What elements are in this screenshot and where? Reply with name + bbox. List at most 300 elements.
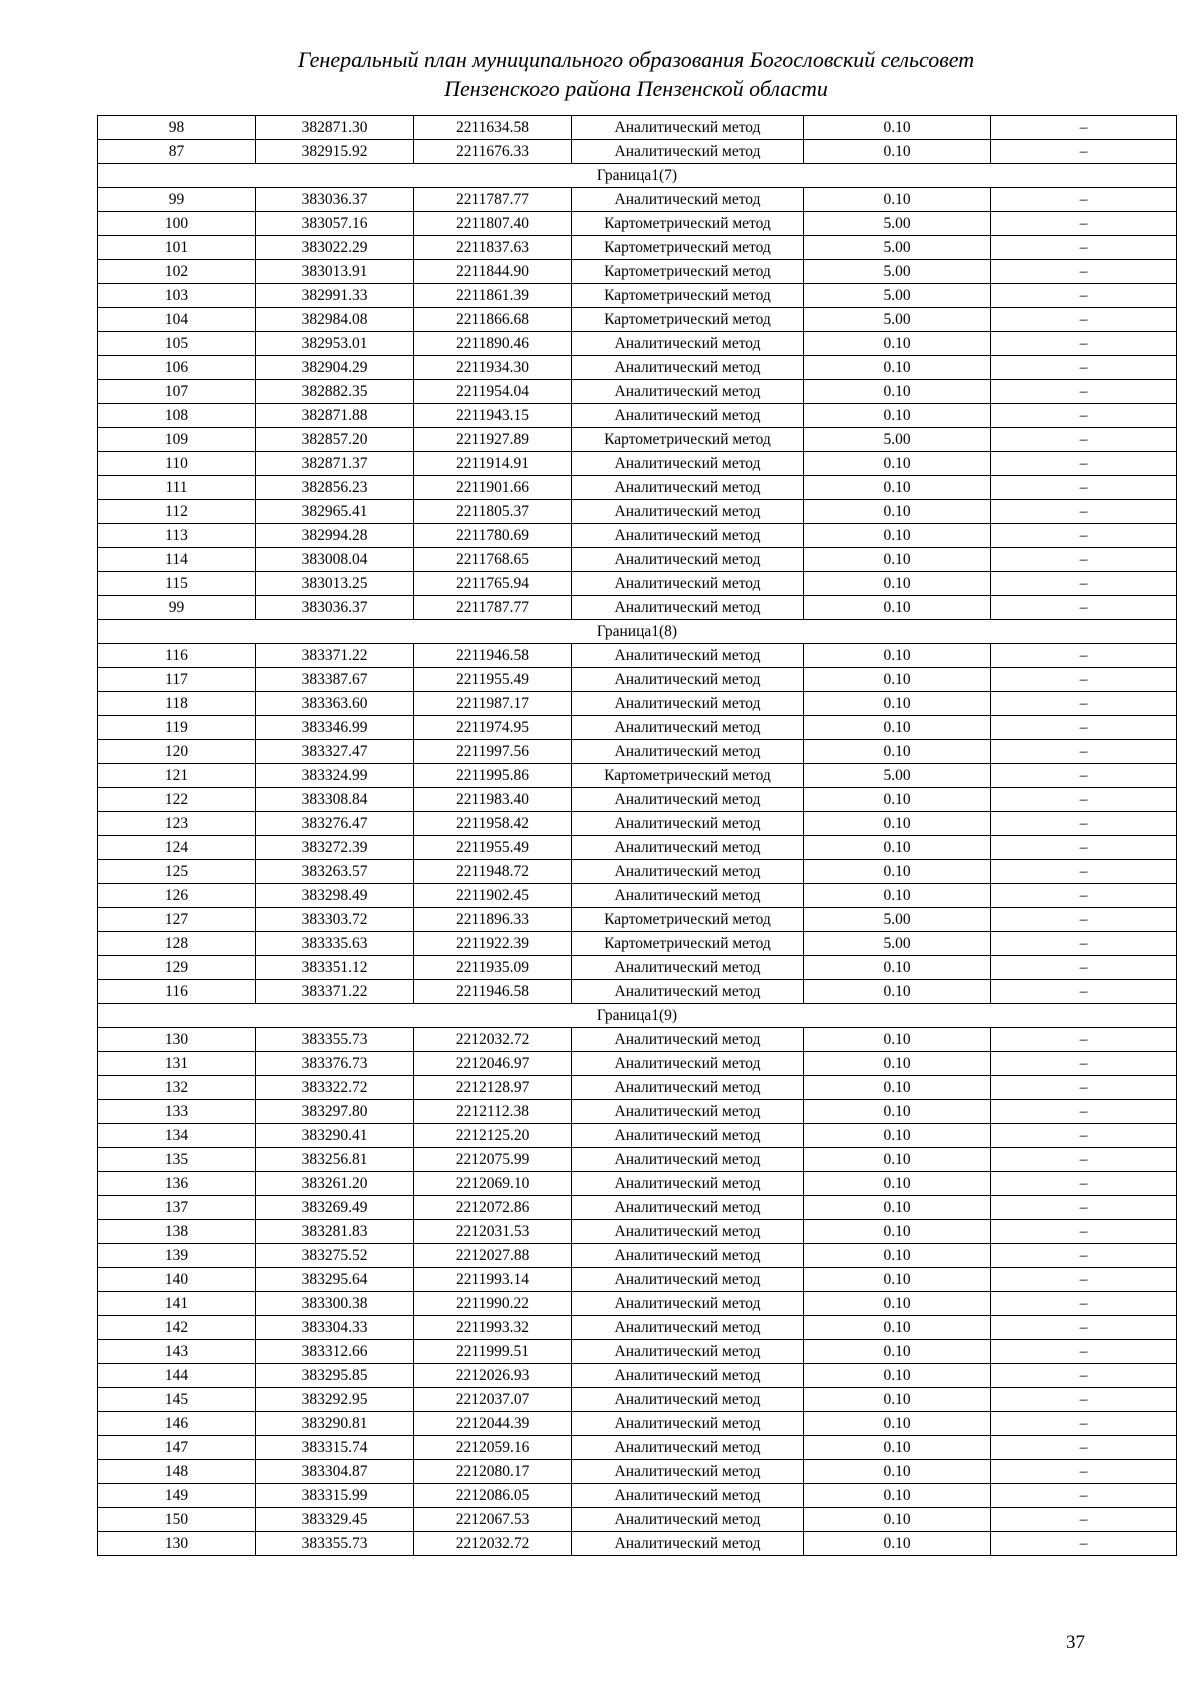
note-cell: – — [991, 668, 1177, 692]
point-number-cell: 103 — [98, 284, 256, 308]
table-row — [98, 1220, 1177, 1244]
method-cell: Аналитический метод — [572, 1340, 804, 1364]
table-row — [98, 212, 1177, 236]
accuracy-cell: 0.10 — [804, 572, 991, 596]
note-cell: – — [991, 1484, 1177, 1508]
y-coordinate-cell: 2211780.69 — [414, 524, 572, 548]
accuracy-cell: 0.10 — [804, 956, 991, 980]
table-row — [98, 644, 1177, 668]
point-number-cell: 102 — [98, 260, 256, 284]
method-cell: Аналитический метод — [572, 452, 804, 476]
table-row — [98, 260, 1177, 284]
accuracy-cell: 5.00 — [804, 260, 991, 284]
table-row — [98, 1316, 1177, 1340]
y-coordinate-cell: 2211955.49 — [414, 836, 572, 860]
table-row — [98, 740, 1177, 764]
table-row — [98, 1124, 1177, 1148]
note-cell: – — [991, 1196, 1177, 1220]
point-number-cell: 87 — [98, 140, 256, 164]
table-row — [98, 500, 1177, 524]
method-cell: Аналитический метод — [572, 836, 804, 860]
table-row — [98, 1172, 1177, 1196]
table-row — [98, 1292, 1177, 1316]
y-coordinate-cell: 2212046.97 — [414, 1052, 572, 1076]
table-row — [98, 452, 1177, 476]
table-row — [98, 1340, 1177, 1364]
y-coordinate-cell: 2212072.86 — [414, 1196, 572, 1220]
section-row — [98, 620, 1177, 644]
table-row — [98, 788, 1177, 812]
table-row — [98, 188, 1177, 212]
note-cell: – — [991, 308, 1177, 332]
method-cell: Аналитический метод — [572, 1268, 804, 1292]
method-cell: Аналитический метод — [572, 188, 804, 212]
x-coordinate-cell: 383261.20 — [256, 1172, 414, 1196]
y-coordinate-cell: 2211935.09 — [414, 956, 572, 980]
method-cell: Аналитический метод — [572, 500, 804, 524]
point-number-cell: 98 — [98, 116, 256, 140]
method-cell: Аналитический метод — [572, 404, 804, 428]
table-row — [98, 1148, 1177, 1172]
x-coordinate-cell: 383281.83 — [256, 1220, 414, 1244]
method-cell: Аналитический метод — [572, 380, 804, 404]
note-cell: – — [991, 1052, 1177, 1076]
accuracy-cell: 0.10 — [804, 500, 991, 524]
accuracy-cell: 0.10 — [804, 884, 991, 908]
method-cell: Аналитический метод — [572, 476, 804, 500]
y-coordinate-cell: 2212032.72 — [414, 1028, 572, 1052]
x-coordinate-cell: 383036.37 — [256, 596, 414, 620]
x-coordinate-cell: 383308.84 — [256, 788, 414, 812]
accuracy-cell: 0.10 — [804, 140, 991, 164]
note-cell: – — [991, 476, 1177, 500]
note-cell: – — [991, 452, 1177, 476]
note-cell: – — [991, 140, 1177, 164]
method-cell: Аналитический метод — [572, 116, 804, 140]
table-row — [98, 956, 1177, 980]
y-coordinate-cell: 2211987.17 — [414, 692, 572, 716]
accuracy-cell: 0.10 — [804, 1532, 991, 1556]
accuracy-cell: 0.10 — [804, 116, 991, 140]
method-cell: Аналитический метод — [572, 1508, 804, 1532]
x-coordinate-cell: 383355.73 — [256, 1028, 414, 1052]
point-number-cell: 120 — [98, 740, 256, 764]
method-cell: Аналитический метод — [572, 1292, 804, 1316]
method-cell: Аналитический метод — [572, 356, 804, 380]
y-coordinate-cell: 2212067.53 — [414, 1508, 572, 1532]
note-cell: – — [991, 1220, 1177, 1244]
x-coordinate-cell: 383022.29 — [256, 236, 414, 260]
section-title: Граница1(7) — [98, 164, 1177, 188]
x-coordinate-cell: 383346.99 — [256, 716, 414, 740]
page-number: 37 — [1066, 1632, 1085, 1653]
table-row — [98, 1052, 1177, 1076]
accuracy-cell: 5.00 — [804, 236, 991, 260]
accuracy-cell: 0.10 — [804, 812, 991, 836]
accuracy-cell: 5.00 — [804, 212, 991, 236]
point-number-cell: 123 — [98, 812, 256, 836]
point-number-cell: 131 — [98, 1052, 256, 1076]
point-number-cell: 121 — [98, 764, 256, 788]
table-row — [98, 668, 1177, 692]
method-cell: Аналитический метод — [572, 140, 804, 164]
method-cell: Аналитический метод — [572, 1436, 804, 1460]
x-coordinate-cell: 383300.38 — [256, 1292, 414, 1316]
table-row — [98, 308, 1177, 332]
x-coordinate-cell: 382856.23 — [256, 476, 414, 500]
note-cell: – — [991, 404, 1177, 428]
x-coordinate-cell: 382857.20 — [256, 428, 414, 452]
accuracy-cell: 0.10 — [804, 1364, 991, 1388]
y-coordinate-cell: 2211765.94 — [414, 572, 572, 596]
table-row — [98, 1028, 1177, 1052]
x-coordinate-cell: 383295.85 — [256, 1364, 414, 1388]
note-cell: – — [991, 428, 1177, 452]
y-coordinate-cell: 2211955.49 — [414, 668, 572, 692]
accuracy-cell: 0.10 — [804, 1340, 991, 1364]
table-row — [98, 1508, 1177, 1532]
accuracy-cell: 0.10 — [804, 860, 991, 884]
section-title: Граница1(9) — [98, 1004, 1177, 1028]
table-row — [98, 1364, 1177, 1388]
method-cell: Аналитический метод — [572, 812, 804, 836]
method-cell: Аналитический метод — [572, 1412, 804, 1436]
method-cell: Аналитический метод — [572, 1172, 804, 1196]
note-cell: – — [991, 644, 1177, 668]
x-coordinate-cell: 383376.73 — [256, 1052, 414, 1076]
method-cell: Аналитический метод — [572, 668, 804, 692]
y-coordinate-cell: 2211844.90 — [414, 260, 572, 284]
x-coordinate-cell: 383387.67 — [256, 668, 414, 692]
note-cell: – — [991, 716, 1177, 740]
point-number-cell: 147 — [98, 1436, 256, 1460]
point-number-cell: 126 — [98, 884, 256, 908]
y-coordinate-cell: 2211914.91 — [414, 452, 572, 476]
method-cell: Аналитический метод — [572, 1148, 804, 1172]
point-number-cell: 129 — [98, 956, 256, 980]
method-cell: Аналитический метод — [572, 1316, 804, 1340]
point-number-cell: 142 — [98, 1316, 256, 1340]
coordinates-table — [97, 115, 1177, 1556]
method-cell: Аналитический метод — [572, 1388, 804, 1412]
x-coordinate-cell: 382904.29 — [256, 356, 414, 380]
method-cell: Картометрический метод — [572, 764, 804, 788]
note-cell: – — [991, 1028, 1177, 1052]
x-coordinate-cell: 383355.73 — [256, 1532, 414, 1556]
point-number-cell: 135 — [98, 1148, 256, 1172]
method-cell: Картометрический метод — [572, 260, 804, 284]
point-number-cell: 111 — [98, 476, 256, 500]
header-line-2: Пензенского района Пензенской области — [444, 76, 828, 101]
y-coordinate-cell: 2211837.63 — [414, 236, 572, 260]
point-number-cell: 134 — [98, 1124, 256, 1148]
method-cell: Аналитический метод — [572, 596, 804, 620]
x-coordinate-cell: 382871.30 — [256, 116, 414, 140]
x-coordinate-cell: 383371.22 — [256, 980, 414, 1004]
table-row — [98, 572, 1177, 596]
note-cell: – — [991, 1508, 1177, 1532]
note-cell: – — [991, 1436, 1177, 1460]
accuracy-cell: 5.00 — [804, 764, 991, 788]
method-cell: Аналитический метод — [572, 572, 804, 596]
x-coordinate-cell: 382994.28 — [256, 524, 414, 548]
x-coordinate-cell: 383013.91 — [256, 260, 414, 284]
y-coordinate-cell: 2212037.07 — [414, 1388, 572, 1412]
table-row — [98, 1244, 1177, 1268]
accuracy-cell: 0.10 — [804, 1172, 991, 1196]
x-coordinate-cell: 383304.33 — [256, 1316, 414, 1340]
accuracy-cell: 0.10 — [804, 668, 991, 692]
x-coordinate-cell: 383322.72 — [256, 1076, 414, 1100]
x-coordinate-cell: 383297.80 — [256, 1100, 414, 1124]
accuracy-cell: 0.10 — [804, 788, 991, 812]
point-number-cell: 125 — [98, 860, 256, 884]
point-number-cell: 150 — [98, 1508, 256, 1532]
note-cell: – — [991, 356, 1177, 380]
table-row — [98, 1532, 1177, 1556]
point-number-cell: 140 — [98, 1268, 256, 1292]
accuracy-cell: 0.10 — [804, 1220, 991, 1244]
note-cell: – — [991, 836, 1177, 860]
x-coordinate-cell: 382882.35 — [256, 380, 414, 404]
y-coordinate-cell: 2211787.77 — [414, 596, 572, 620]
y-coordinate-cell: 2211866.68 — [414, 308, 572, 332]
table-row — [98, 284, 1177, 308]
x-coordinate-cell: 382965.41 — [256, 500, 414, 524]
note-cell: – — [991, 500, 1177, 524]
y-coordinate-cell: 2211954.04 — [414, 380, 572, 404]
x-coordinate-cell: 383036.37 — [256, 188, 414, 212]
method-cell: Аналитический метод — [572, 1052, 804, 1076]
method-cell: Аналитический метод — [572, 1100, 804, 1124]
x-coordinate-cell: 382915.92 — [256, 140, 414, 164]
note-cell: – — [991, 956, 1177, 980]
method-cell: Аналитический метод — [572, 1244, 804, 1268]
note-cell: – — [991, 188, 1177, 212]
x-coordinate-cell: 383295.64 — [256, 1268, 414, 1292]
note-cell: – — [991, 1460, 1177, 1484]
point-number-cell: 115 — [98, 572, 256, 596]
point-number-cell: 107 — [98, 380, 256, 404]
y-coordinate-cell: 2211902.45 — [414, 884, 572, 908]
accuracy-cell: 0.10 — [804, 1268, 991, 1292]
x-coordinate-cell: 383272.39 — [256, 836, 414, 860]
table-row — [98, 1076, 1177, 1100]
point-number-cell: 108 — [98, 404, 256, 428]
method-cell: Аналитический метод — [572, 1196, 804, 1220]
accuracy-cell: 0.10 — [804, 1436, 991, 1460]
table-row — [98, 764, 1177, 788]
method-cell: Аналитический метод — [572, 716, 804, 740]
y-coordinate-cell: 2211890.46 — [414, 332, 572, 356]
y-coordinate-cell: 2212032.72 — [414, 1532, 572, 1556]
accuracy-cell: 0.10 — [804, 1484, 991, 1508]
y-coordinate-cell: 2212080.17 — [414, 1460, 572, 1484]
y-coordinate-cell: 2211787.77 — [414, 188, 572, 212]
method-cell: Аналитический метод — [572, 1124, 804, 1148]
point-number-cell: 144 — [98, 1364, 256, 1388]
accuracy-cell: 0.10 — [804, 404, 991, 428]
note-cell: – — [991, 212, 1177, 236]
note-cell: – — [991, 524, 1177, 548]
method-cell: Аналитический метод — [572, 740, 804, 764]
section-title: Граница1(8) — [98, 620, 1177, 644]
table-row — [98, 548, 1177, 572]
x-coordinate-cell: 383263.57 — [256, 860, 414, 884]
point-number-cell: 99 — [98, 188, 256, 212]
x-coordinate-cell: 383335.63 — [256, 932, 414, 956]
table-row — [98, 116, 1177, 140]
table-row — [98, 1436, 1177, 1460]
header-line-1: Генеральный план муниципального образования Богословский сельсовет — [297, 47, 975, 72]
y-coordinate-cell: 2211676.33 — [414, 140, 572, 164]
note-cell: – — [991, 908, 1177, 932]
x-coordinate-cell: 383008.04 — [256, 548, 414, 572]
accuracy-cell: 0.10 — [804, 332, 991, 356]
table-row — [98, 596, 1177, 620]
point-number-cell: 143 — [98, 1340, 256, 1364]
table-row — [98, 1196, 1177, 1220]
point-number-cell: 110 — [98, 452, 256, 476]
y-coordinate-cell: 2211983.40 — [414, 788, 572, 812]
accuracy-cell: 0.10 — [804, 1124, 991, 1148]
x-coordinate-cell: 383315.99 — [256, 1484, 414, 1508]
y-coordinate-cell: 2211861.39 — [414, 284, 572, 308]
x-coordinate-cell: 383256.81 — [256, 1148, 414, 1172]
x-coordinate-cell: 383371.22 — [256, 644, 414, 668]
y-coordinate-cell: 2211896.33 — [414, 908, 572, 932]
table-row — [98, 980, 1177, 1004]
table-row — [98, 476, 1177, 500]
note-cell: – — [991, 860, 1177, 884]
x-coordinate-cell: 383290.41 — [256, 1124, 414, 1148]
note-cell: – — [991, 380, 1177, 404]
table-row — [98, 404, 1177, 428]
table-row — [98, 332, 1177, 356]
accuracy-cell: 0.10 — [804, 380, 991, 404]
accuracy-cell: 0.10 — [804, 596, 991, 620]
method-cell: Аналитический метод — [572, 980, 804, 1004]
method-cell: Аналитический метод — [572, 860, 804, 884]
table-row — [98, 716, 1177, 740]
note-cell: – — [991, 1388, 1177, 1412]
y-coordinate-cell: 2211805.37 — [414, 500, 572, 524]
accuracy-cell: 0.10 — [804, 188, 991, 212]
note-cell: – — [991, 692, 1177, 716]
point-number-cell: 141 — [98, 1292, 256, 1316]
y-coordinate-cell: 2211634.58 — [414, 116, 572, 140]
section-row — [98, 1004, 1177, 1028]
table-row — [98, 236, 1177, 260]
point-number-cell: 113 — [98, 524, 256, 548]
x-coordinate-cell: 383351.12 — [256, 956, 414, 980]
note-cell: – — [991, 1172, 1177, 1196]
method-cell: Картометрический метод — [572, 284, 804, 308]
y-coordinate-cell: 2211927.89 — [414, 428, 572, 452]
table-row — [98, 932, 1177, 956]
x-coordinate-cell: 382984.08 — [256, 308, 414, 332]
method-cell: Аналитический метод — [572, 884, 804, 908]
method-cell: Аналитический метод — [572, 548, 804, 572]
method-cell: Аналитический метод — [572, 956, 804, 980]
point-number-cell: 105 — [98, 332, 256, 356]
x-coordinate-cell: 383324.99 — [256, 764, 414, 788]
y-coordinate-cell: 2211993.32 — [414, 1316, 572, 1340]
x-coordinate-cell: 382871.88 — [256, 404, 414, 428]
point-number-cell: 148 — [98, 1460, 256, 1484]
method-cell: Аналитический метод — [572, 1460, 804, 1484]
note-cell: – — [991, 1268, 1177, 1292]
method-cell: Картометрический метод — [572, 308, 804, 332]
point-number-cell: 128 — [98, 932, 256, 956]
accuracy-cell: 0.10 — [804, 356, 991, 380]
point-number-cell: 133 — [98, 1100, 256, 1124]
accuracy-cell: 0.10 — [804, 644, 991, 668]
accuracy-cell: 0.10 — [804, 452, 991, 476]
y-coordinate-cell: 2211807.40 — [414, 212, 572, 236]
accuracy-cell: 0.10 — [804, 1076, 991, 1100]
note-cell: – — [991, 1532, 1177, 1556]
document-header — [96, 45, 1176, 103]
y-coordinate-cell: 2211943.15 — [414, 404, 572, 428]
table-row — [98, 692, 1177, 716]
method-cell: Аналитический метод — [572, 1220, 804, 1244]
point-number-cell: 138 — [98, 1220, 256, 1244]
method-cell: Аналитический метод — [572, 1028, 804, 1052]
y-coordinate-cell: 2211934.30 — [414, 356, 572, 380]
table-row — [98, 860, 1177, 884]
accuracy-cell: 0.10 — [804, 1316, 991, 1340]
x-coordinate-cell: 382953.01 — [256, 332, 414, 356]
accuracy-cell: 0.10 — [804, 1028, 991, 1052]
table-row — [98, 1412, 1177, 1436]
note-cell: – — [991, 1076, 1177, 1100]
table-row — [98, 524, 1177, 548]
point-number-cell: 130 — [98, 1028, 256, 1052]
y-coordinate-cell: 2211768.65 — [414, 548, 572, 572]
method-cell: Картометрический метод — [572, 428, 804, 452]
accuracy-cell: 0.10 — [804, 1244, 991, 1268]
table-row — [98, 428, 1177, 452]
y-coordinate-cell: 2211993.14 — [414, 1268, 572, 1292]
accuracy-cell: 0.10 — [804, 1148, 991, 1172]
method-cell: Аналитический метод — [572, 1364, 804, 1388]
table-row — [98, 1460, 1177, 1484]
table-row — [98, 908, 1177, 932]
accuracy-cell: 5.00 — [804, 908, 991, 932]
note-cell: – — [991, 1316, 1177, 1340]
point-number-cell: 130 — [98, 1532, 256, 1556]
accuracy-cell: 0.10 — [804, 524, 991, 548]
point-number-cell: 122 — [98, 788, 256, 812]
x-coordinate-cell: 383275.52 — [256, 1244, 414, 1268]
point-number-cell: 149 — [98, 1484, 256, 1508]
method-cell: Аналитический метод — [572, 1532, 804, 1556]
point-number-cell: 112 — [98, 500, 256, 524]
y-coordinate-cell: 2212069.10 — [414, 1172, 572, 1196]
note-cell: – — [991, 236, 1177, 260]
note-cell: – — [991, 764, 1177, 788]
note-cell: – — [991, 1292, 1177, 1316]
table-row — [98, 812, 1177, 836]
point-number-cell: 116 — [98, 644, 256, 668]
y-coordinate-cell: 2211974.95 — [414, 716, 572, 740]
note-cell: – — [991, 1124, 1177, 1148]
accuracy-cell: 0.10 — [804, 1412, 991, 1436]
y-coordinate-cell: 2212044.39 — [414, 1412, 572, 1436]
point-number-cell: 146 — [98, 1412, 256, 1436]
point-number-cell: 127 — [98, 908, 256, 932]
